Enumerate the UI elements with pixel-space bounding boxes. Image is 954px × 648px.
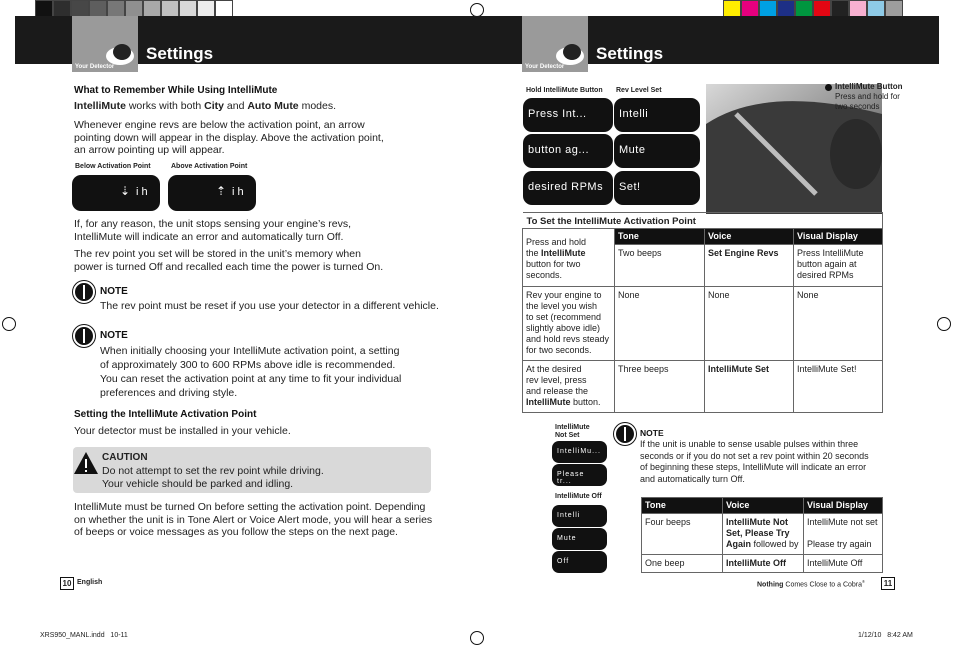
right-footer-tagline: Nothing Comes Close to a Cobra® xyxy=(757,579,865,589)
err-tone-2: One beep xyxy=(642,555,723,573)
note-icon xyxy=(73,281,95,303)
lcd-intellimute-notset: IntelliMu... xyxy=(552,441,607,463)
callout-line2: two seconds xyxy=(835,102,880,111)
right-note-title: NOTE xyxy=(640,428,664,438)
err-visual-1: IntelliMute not set Please try again xyxy=(804,514,883,555)
off-label: IntelliMute Off xyxy=(555,493,602,500)
lcd-display-above xyxy=(168,175,256,211)
visual-3: IntelliMute Set! xyxy=(794,361,883,413)
slug-date: 1/12/10 8:42 AM xyxy=(858,632,913,639)
caution-title: CAUTION xyxy=(102,452,148,463)
section-heading-setting: Setting the IntelliMute Activation Point xyxy=(74,409,257,420)
registration-mark-right xyxy=(937,317,951,331)
lcd-press-intellimute: Press Int... xyxy=(523,98,613,132)
step-1: Press and hold the IntelliMute button for two seconds. xyxy=(523,229,615,287)
callout-dot xyxy=(825,84,832,91)
voice-1: Set Engine Revs xyxy=(705,245,794,287)
right-note-text: If the unit is unable to sense usable pulses within three seconds or if you do not set a rev point within 20 seconds of beginning these steps, IntelliMute will indicate an error and automatically turn Off. xyxy=(640,439,869,484)
para-rev-point-memory: The rev point you set will be stored in the unit’s memory when power is turned Off and recalled each time the power is turned On. xyxy=(74,248,384,273)
notset-label: IntelliMute Not Set xyxy=(555,424,590,439)
right-header-subtitle: Your Detector xyxy=(525,64,565,70)
lcd-button-again: button ag... xyxy=(523,134,613,168)
right-page-number: 11 xyxy=(881,577,895,590)
lcd-desired-rpms: desired RPMs xyxy=(523,171,613,205)
col-tone-2: Tone xyxy=(642,498,723,514)
arrow-down-icon: ⇣ xyxy=(120,184,131,198)
lcd-label-below: Below Activation Point xyxy=(75,163,151,170)
tone-3: Three beeps xyxy=(615,361,705,413)
error-table xyxy=(641,497,883,573)
col-voice-2: Voice xyxy=(723,498,804,514)
lcd-off-mute: Mute xyxy=(552,528,607,550)
registration-mark-top xyxy=(470,3,484,17)
para-must-be-installed: Your detector must be installed in your vehicle. xyxy=(74,425,291,437)
caution-line1: Do not attempt to set the rev point while driving. xyxy=(102,465,324,477)
arrow-up-icon: ⇡ xyxy=(216,184,227,198)
note2-title: NOTE xyxy=(100,330,128,341)
err-tone-1: Four beeps xyxy=(642,514,723,555)
note2-text: When initially choosing your IntelliMute activation point, a setting of approximately 300 to 600 RPMs above idle is recommended. You can reset the activation point at any time to fit your individual preferences and driving style. xyxy=(100,345,402,399)
callout-title: IntelliMute Button xyxy=(835,82,903,91)
left-page-title: Settings xyxy=(146,44,214,63)
hold-button-label: Hold IntelliMute Button xyxy=(526,87,603,94)
para-intellimute-modes: IntelliMute works with both City and Auto Mute modes. xyxy=(74,100,337,112)
slug-file: XRS950_MANL.indd 10-11 xyxy=(40,632,128,639)
lcd-intelli: Intelli xyxy=(614,98,700,132)
caution-box xyxy=(73,447,431,493)
registration-mark-bottom xyxy=(470,631,484,645)
step-3: At the desired rev level, press and release the IntelliMute button. xyxy=(523,361,615,413)
step-2: Rev your engine to the level you wish to set (recommend slightly above idle) and hold revs steady for two seconds. xyxy=(523,287,615,361)
left-page-number: 10 xyxy=(60,577,74,590)
col-visual-2: Visual Display xyxy=(804,498,883,514)
lcd-above-text: i h xyxy=(232,186,244,198)
note-icon xyxy=(73,325,95,347)
lcd-off-off: Off xyxy=(552,551,607,573)
registration-mark-left xyxy=(2,317,16,331)
para-turned-on: IntelliMute must be turned On before setting the activation point. Depending on whether the unit is in Tone Alert or Voice Alert mode, you will hear a series of beeps or voice messages as you follow the steps on the next page. xyxy=(74,501,433,538)
tone-2: None xyxy=(615,287,705,361)
lcd-please-try: Please tr... xyxy=(552,464,607,486)
note1-title: NOTE xyxy=(100,286,128,297)
err-voice-1: IntelliMute Not Set, Please Try Again followed by xyxy=(723,514,804,555)
err-visual-2: IntelliMute Off xyxy=(804,555,883,573)
lcd-label-above: Above Activation Point xyxy=(171,163,248,170)
left-footer-lang: English xyxy=(77,579,103,586)
table-title: To Set the IntelliMute Activation Point xyxy=(523,213,883,229)
note-icon xyxy=(614,423,636,445)
callout-line1: Press and hold for xyxy=(835,92,900,101)
col-tone: Tone xyxy=(615,229,705,245)
left-header-subtitle: Your Detector xyxy=(75,64,115,70)
caution-icon xyxy=(73,451,99,475)
err-voice-2: IntelliMute Off xyxy=(723,555,804,573)
section-heading-remember: What to Remember While Using IntelliMute xyxy=(74,85,278,96)
rev-level-label: Rev Level Set xyxy=(616,87,662,94)
caution-line2: Your vehicle should be parked and idling. xyxy=(102,478,294,490)
voice-2: None xyxy=(705,287,794,361)
col-visual: Visual Display xyxy=(794,229,883,245)
lcd-below-text: i h xyxy=(136,186,148,198)
right-page-title: Settings xyxy=(596,44,664,63)
visual-2: None xyxy=(794,287,883,361)
tone-1: Two beeps xyxy=(615,245,705,287)
para-stops-sensing: If, for any reason, the unit stops sensing your engine’s revs, IntelliMute will indicate an error and automatically turn Off. xyxy=(74,218,352,243)
voice-3: IntelliMute Set xyxy=(705,361,794,413)
lcd-display-below xyxy=(72,175,160,211)
lcd-mute: Mute xyxy=(614,134,700,168)
col-voice: Voice xyxy=(705,229,794,245)
lcd-off-intelli: Intelli xyxy=(552,505,607,527)
note1-text: The rev point must be reset if you use your detector in a different vehicle. xyxy=(100,300,439,312)
para-engine-revs: Whenever engine revs are below the activation point, an arrow pointing down will appear in the display. Above the activation point, an arrow pointing up will appear. xyxy=(74,119,384,156)
visual-1: Press IntelliMute button again at desired RPMs xyxy=(794,245,883,287)
activation-table xyxy=(522,212,883,413)
lcd-set: Set! xyxy=(614,171,700,205)
